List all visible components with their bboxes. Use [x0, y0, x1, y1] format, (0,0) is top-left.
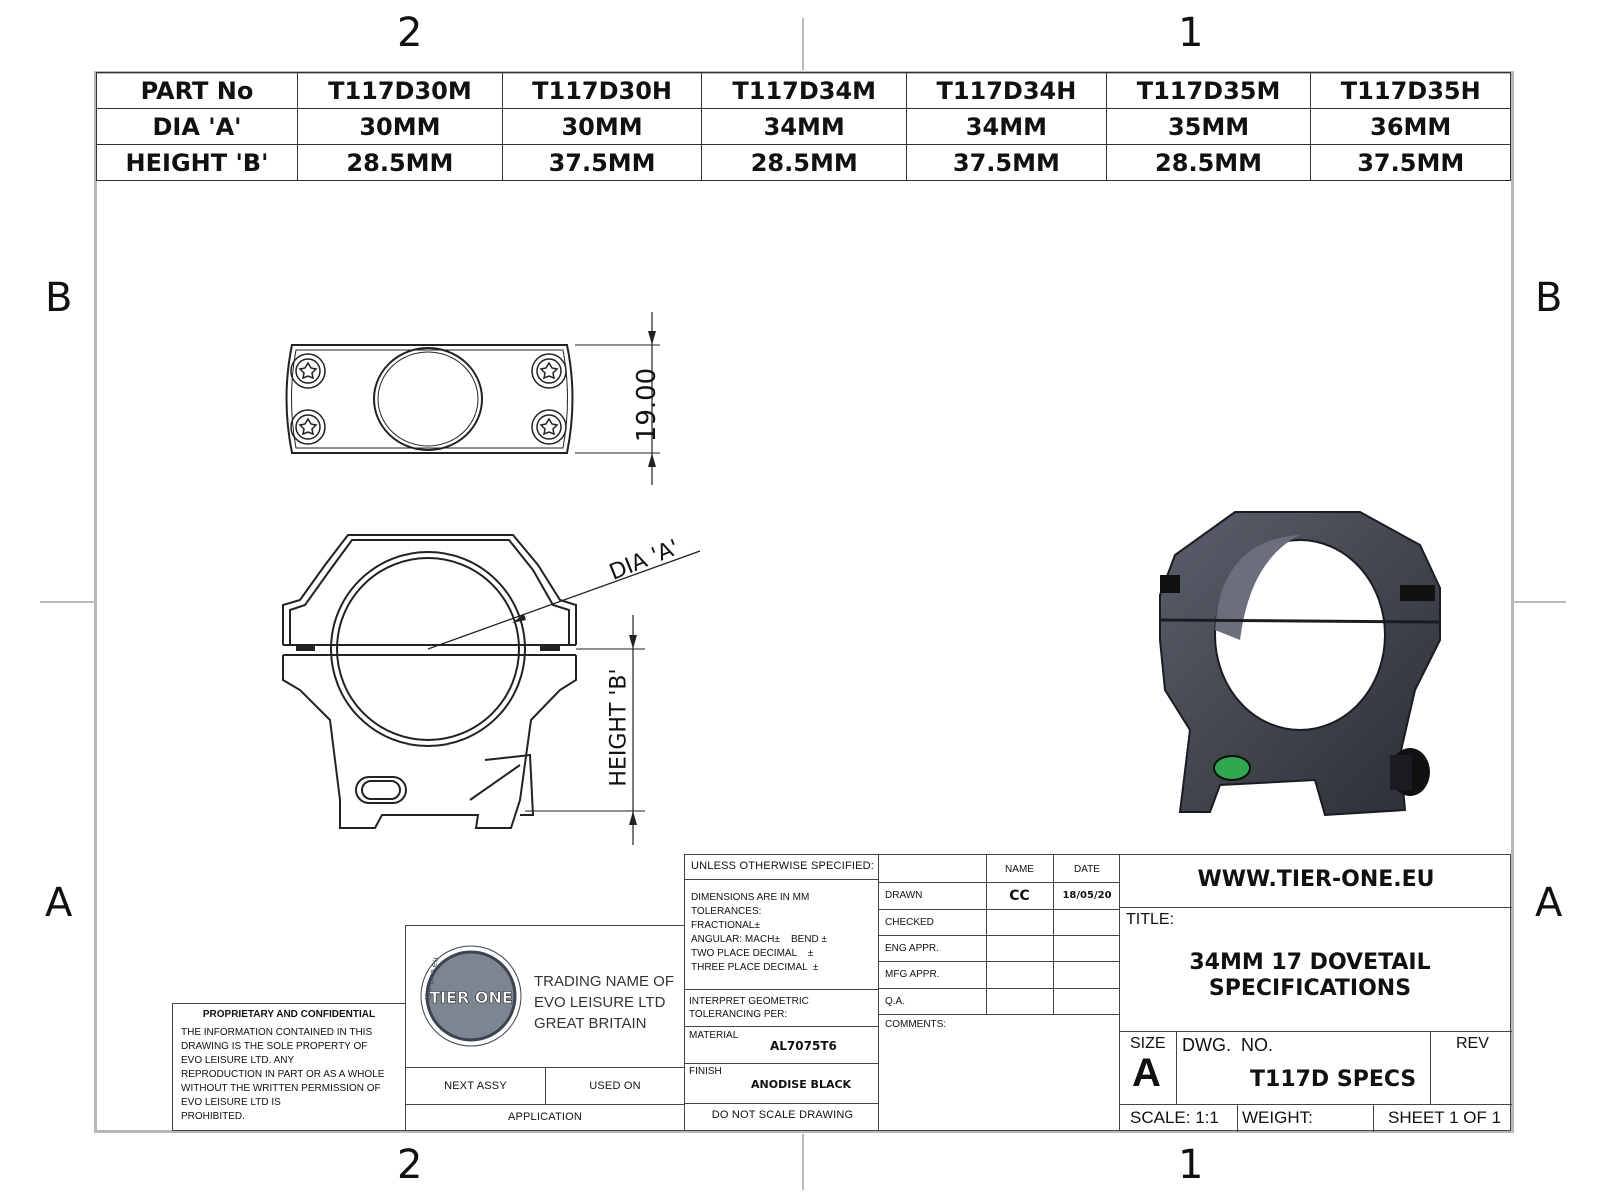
title-block: [1119, 854, 1511, 1131]
size-label: SIZE: [1130, 1035, 1166, 1052]
table-row: [97, 73, 1511, 109]
screw-icon: [291, 354, 325, 388]
dia-a-label: DIA 'A': [605, 535, 683, 586]
company-block: [405, 925, 685, 1068]
proprietary-line: EVO LEISURE LTD IS: [181, 1097, 281, 1108]
used-on-label: USED ON: [589, 1080, 641, 1092]
comments-label: COMMENTS:: [885, 1019, 947, 1030]
zone-top-1: 1: [1178, 10, 1204, 56]
weight-label: WEIGHT:: [1242, 1108, 1313, 1127]
finish-label: FINISH: [689, 1066, 722, 1077]
table-cell: T117D30M: [298, 73, 503, 109]
tolerance-line: THREE PLACE DECIMAL ±: [691, 962, 819, 973]
proprietary-line: WITHOUT THE WRITTEN PERMISSION OF: [181, 1083, 381, 1094]
table-cell: 28.5MM: [298, 145, 503, 181]
approvals-block: [878, 854, 1120, 1131]
interpret-line: TOLERANCING PER:: [689, 1009, 788, 1020]
table-cell: 34MM: [907, 109, 1106, 145]
table-cell: T117D34M: [702, 73, 907, 109]
zone-right-b: B: [1535, 275, 1563, 321]
row-label: DIA 'A': [97, 109, 298, 145]
approval-date: 18/05/20: [1062, 890, 1112, 901]
zone-left-b: B: [45, 275, 73, 321]
table-row: [97, 145, 1511, 181]
screw-icon: [532, 410, 566, 444]
row-label: HEIGHT 'B': [97, 145, 298, 181]
tier-one-logo: [416, 941, 526, 1051]
scope-bore: [374, 348, 482, 450]
approval-label: DRAWN: [885, 890, 923, 901]
tolerance-heading: UNLESS OTHERWISE SPECIFIED:: [691, 860, 875, 872]
drawing-title: 34MM 17 DOVETAIL: [1189, 950, 1431, 975]
drawing-title: SPECIFICATIONS: [1208, 976, 1412, 1001]
rev-label: REV: [1456, 1035, 1489, 1052]
table-cell: 28.5MM: [1106, 145, 1311, 181]
proprietary-line: DRAWING IS THE SOLE PROPERTY OF: [181, 1041, 368, 1052]
table-cell: 30MM: [298, 109, 503, 145]
size-value: A: [1132, 1051, 1161, 1095]
application-label: APPLICATION: [507, 1111, 583, 1123]
proprietary-line: REPRODUCTION IN PART OR AS A WHOLE: [181, 1069, 385, 1080]
proprietary-line: THE INFORMATION CONTAINED IN THIS: [181, 1027, 373, 1038]
table-cell: 34MM: [702, 109, 907, 145]
zone-bottom-1: 1: [1178, 1142, 1204, 1188]
approval-label: CHECKED: [885, 917, 934, 928]
zone-right-a: A: [1535, 880, 1563, 926]
date-header: DATE: [1074, 864, 1100, 875]
scale-label: SCALE: 1:1: [1130, 1108, 1219, 1127]
table-cell: T117D34H: [907, 73, 1106, 109]
application-cell: [405, 1104, 685, 1131]
table-row: [97, 109, 1511, 145]
name-header: NAME: [1005, 864, 1034, 875]
tolerance-line: TOLERANCES:: [691, 906, 762, 917]
dimension-19-label: 19.00: [632, 367, 663, 443]
top-view-drawing: [270, 300, 690, 500]
approval-label: MFG APPR.: [885, 969, 940, 980]
zone-bottom-2: 2: [397, 1142, 423, 1188]
company-line: TRADING NAME OF: [534, 973, 675, 990]
proprietary-line: EVO LEISURE LTD. ANY: [181, 1055, 295, 1066]
do-not-scale: DO NOT SCALE DRAWING: [711, 1109, 854, 1121]
material-label: MATERIAL: [689, 1030, 739, 1041]
approval-label: Q.A.: [885, 996, 906, 1007]
approval-name: CC: [1009, 888, 1030, 904]
next-assy-label: NEXT ASSY: [444, 1080, 507, 1092]
tolerances-block: [684, 854, 879, 1131]
website: WWW.TIER-ONE.EU: [1197, 867, 1435, 892]
table-cell: T117D35M: [1106, 73, 1311, 109]
zone-top-2: 2: [397, 10, 423, 56]
top-view-outline: [287, 345, 573, 453]
screw-icon: [291, 410, 325, 444]
finish-value: ANODISE BLACK: [751, 1078, 852, 1091]
logo-ring-text: tier-one.eu: [423, 956, 440, 1001]
tolerance-line: TWO PLACE DECIMAL ±: [691, 948, 814, 959]
table-cell: 28.5MM: [702, 145, 907, 181]
table-cell: 37.5MM: [1311, 145, 1511, 181]
dwg-no-label: DWG. NO.: [1182, 1035, 1273, 1055]
proprietary-heading: PROPRIETARY AND CONFIDENTIAL: [202, 1009, 376, 1020]
interpret-line: INTERPRET GEOMETRIC: [689, 996, 809, 1007]
table-cell: 35MM: [1106, 109, 1311, 145]
table-cell: 30MM: [502, 109, 701, 145]
spec-table: [96, 72, 1511, 181]
table-cell: T117D35H: [1311, 73, 1511, 109]
proprietary-notice: [172, 1003, 406, 1131]
proprietary-line: PROHIBITED.: [181, 1111, 245, 1122]
next-assy-cell: [405, 1067, 546, 1105]
table-cell: 37.5MM: [907, 145, 1106, 181]
company-line: EVO LEISURE LTD: [534, 994, 666, 1011]
material-value: AL7075T6: [770, 1039, 837, 1053]
table-cell: 36MM: [1311, 109, 1511, 145]
zone-left-a: A: [45, 880, 73, 926]
row-label: PART No: [97, 73, 298, 109]
table-cell: T117D30H: [502, 73, 701, 109]
ring-3d-render: [1150, 505, 1470, 825]
tolerance-line: DIMENSIONS ARE IN MM: [691, 892, 810, 903]
title-label: TITLE:: [1126, 911, 1175, 928]
company-line: GREAT BRITAIN: [534, 1015, 647, 1032]
level-bubble: [1214, 756, 1250, 780]
height-b-label: HEIGHT 'B': [606, 668, 632, 787]
dwg-no-value: T117D SPECS: [1250, 1067, 1417, 1092]
logo-text: TIER ONE: [429, 988, 513, 1007]
screw-icon: [532, 354, 566, 388]
sheet-label: SHEET 1 OF 1: [1388, 1108, 1502, 1127]
approval-label: ENG APPR.: [885, 943, 939, 954]
tolerance-line: FRACTIONAL±: [691, 920, 760, 931]
table-cell: 37.5MM: [502, 145, 701, 181]
used-on-cell: [545, 1067, 685, 1105]
tolerance-line: ANGULAR: MACH± BEND ±: [691, 934, 827, 945]
